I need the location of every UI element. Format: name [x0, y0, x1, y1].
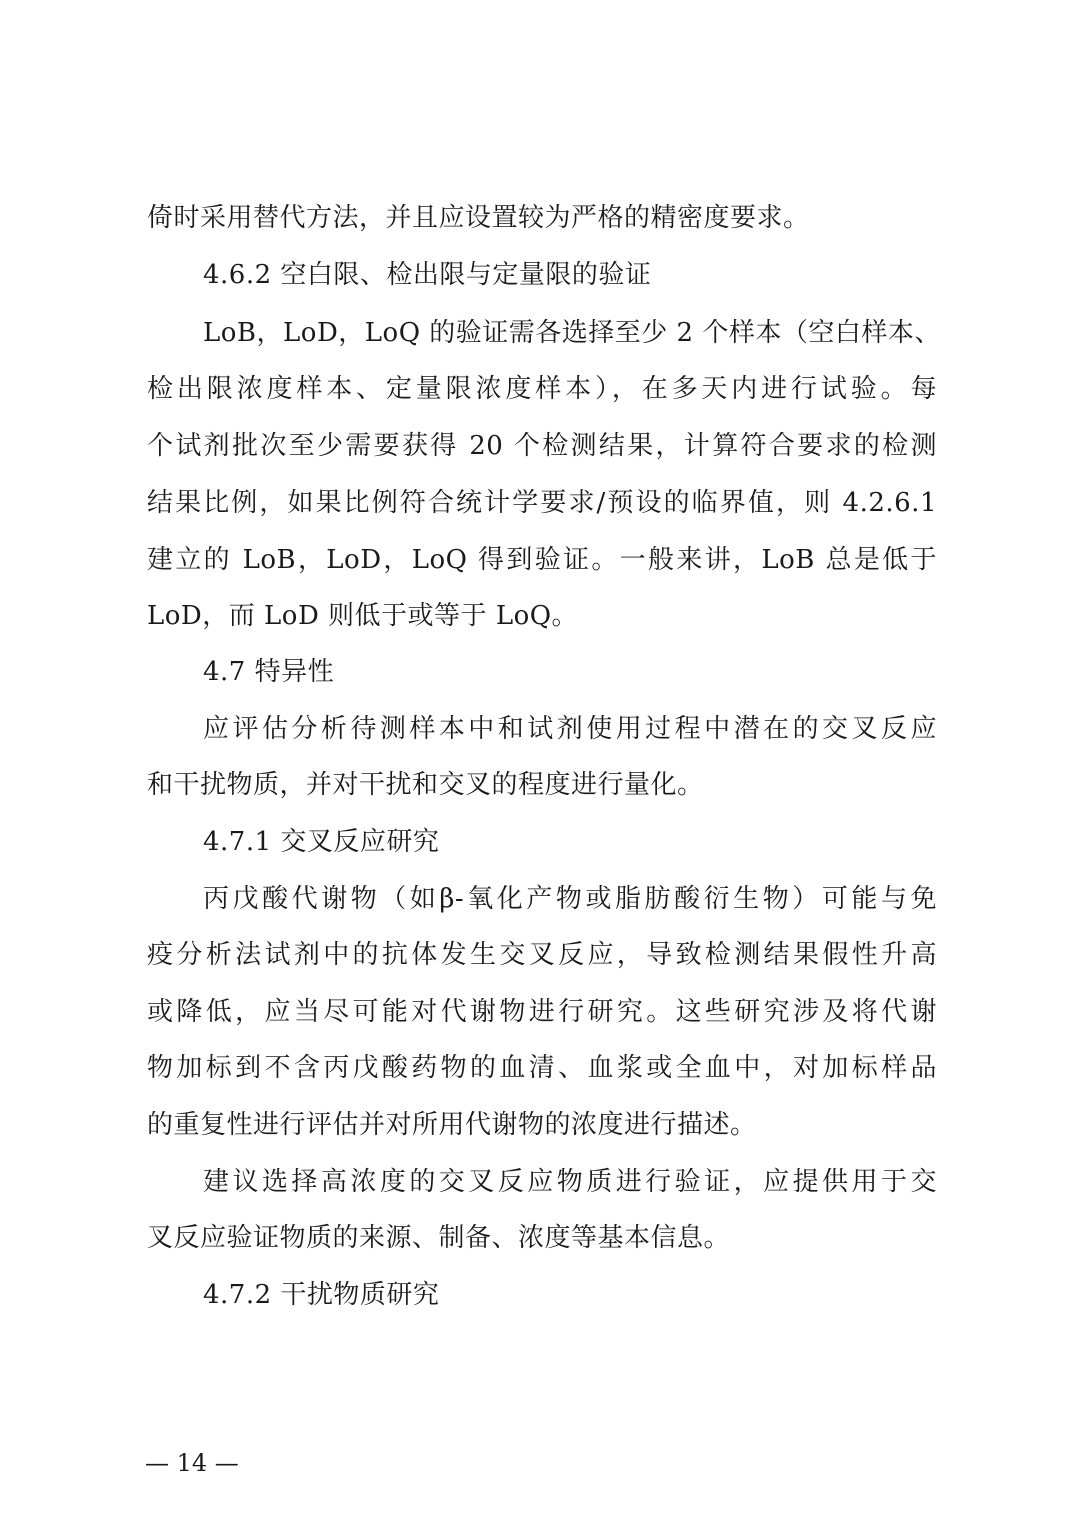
section-heading: 4.7.2 干扰物质研究 [203, 1280, 440, 1310]
text-line: 物加标到不含丙戊酸药物的血清、血浆或全血中，对加标样品 [147, 1053, 937, 1083]
section-heading: 4.7 特异性 [203, 657, 335, 687]
text-line: 个试剂批次至少需要获得 20 个检测结果，计算符合要求的检测 [147, 431, 937, 461]
text-line: 或降低，应当尽可能对代谢物进行研究。这些研究涉及将代谢 [147, 997, 937, 1027]
text-line: 应评估分析待测样本中和试剂使用过程中潜在的交叉反应 [203, 714, 937, 744]
text-line: 检出限浓度样本、定量限浓度样本），在多天内进行试验。每 [147, 374, 937, 404]
text-line: 疫分析法试剂中的抗体发生交叉反应，导致检测结果假性升高 [147, 940, 937, 970]
text-line: 叉反应验证物质的来源、制备、浓度等基本信息。 [147, 1223, 731, 1253]
text-line: 建立的 LoB，LoD，LoQ 得到验证。一般来讲，LoB 总是低于 [147, 545, 937, 575]
page-number: — 14 — [145, 1449, 239, 1477]
section-heading: 4.6.2 空白限、检出限与定量限的验证 [203, 260, 652, 290]
text-line: 丙戊酸代谢物（如β-氧化产物或脂肪酸衍生物）可能与免 [203, 884, 937, 914]
text-line: 和干扰物质，并对干扰和交叉的程度进行量化。 [147, 770, 704, 800]
text-line: 建议选择高浓度的交叉反应物质进行验证，应提供用于交 [203, 1167, 937, 1197]
text-line: 倚时采用替代方法，并且应设置较为严格的精密度要求。 [147, 203, 810, 233]
text-line: LoB，LoD，LoQ 的验证需各选择至少 2 个样本（空白样本、 [203, 318, 941, 348]
text-line: LoD，而 LoD 则低于或等于 LoQ。 [147, 601, 579, 631]
text-line: 结果比例，如果比例符合统计学要求/预设的临界值，则 4.2.6.1 [147, 488, 937, 518]
text-line: 的重复性进行评估并对所用代谢物的浓度进行描述。 [147, 1110, 757, 1140]
section-heading: 4.7.1 交叉反应研究 [203, 827, 440, 857]
